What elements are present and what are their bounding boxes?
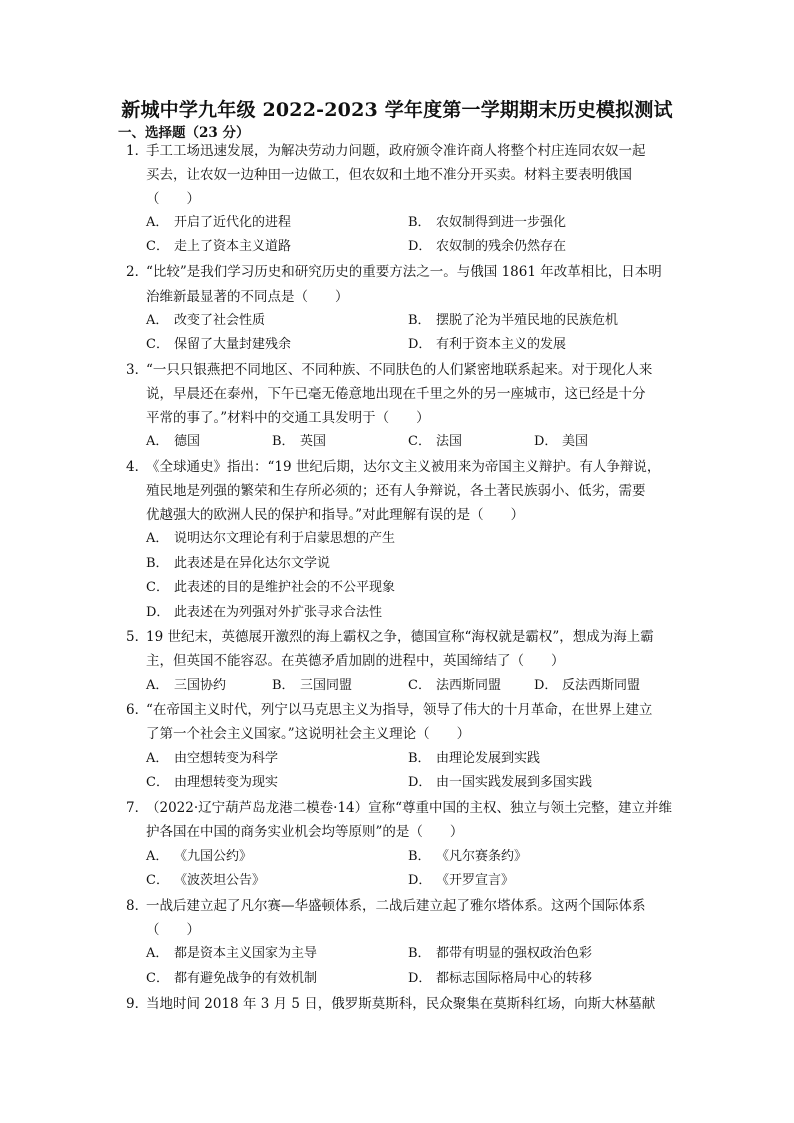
option-text: 《凡尔赛条约》 [436,849,528,864]
option-label: B． [146,556,169,571]
option-text: 保留了大量封建残余 [174,337,292,352]
question-text-line: 主，但英国不能容忍。在英德矛盾加剧的进程中，英国缔结了（ ） [146,653,565,669]
option-label: D． [408,971,432,986]
option-text: 改变了社会性质 [174,313,266,328]
option-label: D． [408,239,432,254]
question-text-line: “在帝国主义时代，列宁以马克思主义为指导，领导了伟大的十月革命，在世界上建立 [146,702,653,718]
option-text: 说明达尔文理论有利于启蒙思想的产生 [174,531,396,546]
question-text-line: “一只只银燕把不同地区、不同种族、不同肤色的人们紧密地联系起来。对于现化人来 [146,362,653,378]
option-c[interactable] [146,771,278,795]
option-a[interactable] [146,942,317,966]
question-text-line: 19 世纪末，英德展开激烈的海上霸权之争，德国宣称“海权就是霸权”，想成为海上霸 [146,629,654,645]
option-label: C． [146,775,169,790]
question-number: 6． [126,702,149,718]
question-text-line: 优越强大的欧洲人民的保护和指导。”对此理解有误的是（ ） [146,507,525,523]
option-label: D． [408,873,432,888]
option-c[interactable] [408,430,462,454]
option-c[interactable] [146,235,291,259]
option-label: B． [408,849,431,864]
option-d[interactable] [408,869,514,893]
question-text-line: 一战后建立起了凡尔赛—华盛顿体系，二战后建立起了雅尔塔体系。这两个国际体系 [146,898,646,914]
question-number: 7． [126,800,149,816]
option-d[interactable] [408,771,592,795]
option-label: C． [408,434,431,449]
question-text-line: 治维新最显著的不同点是（ ） [146,289,349,305]
option-text: 由空想转变为科学 [174,751,279,766]
option-d[interactable] [408,235,566,259]
option-b[interactable] [408,211,566,235]
option-text: 德国 [174,434,201,449]
option-b[interactable] [408,942,592,966]
option-text: 有利于资本主义的发展 [436,337,567,352]
question-text-line: 《全球通史》指出：“19 世纪后期，达尔文主义被用来为帝国主义辩护。有人争辩说， [146,459,661,475]
option-text: 都带有明显的强权政治色彩 [436,946,593,961]
question-number: 5． [126,629,149,645]
option-label: D． [146,605,170,620]
option-a[interactable] [146,211,291,235]
option-label: C． [146,873,169,888]
option-text: 《九国公约》 [174,849,253,864]
option-b[interactable] [272,430,326,454]
question-text-line: 手工工场迅速发展，为解决劳动力问题，政府颁令准许商人将整个村庄连同农奴一起 [146,143,646,159]
question-number: 9． [126,996,149,1012]
option-b[interactable] [146,552,330,576]
option-label: B． [408,751,431,766]
option-d[interactable] [146,601,382,625]
option-text: 美国 [562,434,589,449]
option-text: 《开罗宣言》 [436,873,515,888]
question-text-line: 护各国在中国的商务实业机会均等原则”的是（ ） [146,824,464,840]
option-d[interactable] [534,430,588,454]
option-text: 由理论发展到实践 [436,751,541,766]
option-c[interactable] [146,869,265,893]
question-number: 3． [126,362,149,378]
option-a[interactable] [146,430,200,454]
question-number: 8． [126,898,149,914]
option-label: B． [408,946,431,961]
option-text: 反法西斯同盟 [562,678,641,693]
question-text-line: 当地时间 2018 年 3 月 5 日，俄罗斯莫斯科，民众聚集在莫斯科红场，向斯大林墓献 [146,996,656,1012]
question-text-line: 殖民地是列强的繁荣和生存所必须的；还有人争辩说，各土著民族弱小、低劣，需要 [146,483,646,499]
option-text: 此表述是在异化达尔文学说 [174,556,331,571]
option-text: 由一国实践发展到多国实践 [436,775,593,790]
option-text: 农奴制得到进一步强化 [436,215,567,230]
question-text-line: “比较”是我们学习历史和研究历史的重要方法之一。与俄国 1861 年改革相比，日本明 [146,264,662,280]
option-b[interactable] [408,845,527,869]
option-label: D． [408,775,432,790]
option-text: 摆脱了沦为半殖民地的民族危机 [436,313,619,328]
option-text: 此表述的目的是维护社会的不公平现象 [174,580,396,595]
question-text-line: 了第一个社会主义国家。”这说明社会主义理论（ ） [146,726,471,742]
option-a[interactable] [146,674,226,698]
option-a[interactable] [146,747,278,771]
question-text-line: 平常的事了。”材料中的交通工具发明于（ ） [146,410,430,426]
option-label: C． [146,239,169,254]
option-text: 三国同盟 [300,678,353,693]
option-text: 开启了近代化的进程 [174,215,292,230]
option-text: 都标志国际格局中心的转移 [436,971,593,986]
option-label: A． [146,434,169,449]
option-label: B． [272,434,295,449]
option-label: B． [272,678,295,693]
option-label: D． [534,434,558,449]
question-text-line: 说，早晨还在泰州，下午已毫无倦意地出现在千里之外的另一座城市，这已经是十分 [146,386,646,402]
option-text: 法国 [436,434,463,449]
option-a[interactable] [146,309,265,333]
question-text-line: （ ） [146,191,200,207]
option-label: C． [146,337,169,352]
option-c[interactable] [146,576,395,600]
option-text: 由理想转变为现实 [174,775,279,790]
option-label: B． [408,313,431,328]
option-label: A． [146,751,169,766]
option-label: C． [146,971,169,986]
option-b[interactable] [272,674,352,698]
question-text-line: （2022·辽宁葫芦岛龙港二模卷·14）宣称“尊重中国的主权、独立与领土完整，建立并维 [146,800,673,816]
option-text: 三国协约 [174,678,227,693]
option-label: C． [408,678,431,693]
option-c[interactable] [408,674,501,698]
exam-title: 新城中学九年级 2022-2023 学年度第一学期期末历史模拟测试 [121,99,673,121]
option-d[interactable] [408,967,592,991]
section-heading: 一、选择题（23 分） [118,125,250,141]
option-label: A． [146,215,169,230]
option-text: 《波茨坦公告》 [174,873,266,888]
option-label: B． [408,215,431,230]
option-label: C． [146,580,169,595]
option-text: 法西斯同盟 [436,678,502,693]
option-c[interactable] [146,333,291,357]
option-text: 此表述在为列强对外扩张寻求合法性 [174,605,383,620]
question-text-line: 买去，让农奴一边种田一边做工，但农奴和土地不准分开买卖。材料主要表明俄国 [146,167,632,183]
option-text: 农奴制的残余仍然存在 [436,239,567,254]
option-text: 走上了资本主义道路 [174,239,292,254]
option-a[interactable] [146,845,252,869]
option-d[interactable] [408,333,566,357]
option-label: A． [146,849,169,864]
question-text-line: （ ） [146,922,200,938]
question-number: 4． [126,459,149,475]
option-label: D． [408,337,432,352]
option-d[interactable] [534,674,640,698]
question-number: 1． [126,143,149,159]
option-label: A． [146,946,169,961]
option-label: A． [146,531,169,546]
option-b[interactable] [408,309,618,333]
question-number: 2． [126,264,149,280]
option-label: A． [146,678,169,693]
option-label: D． [534,678,558,693]
option-text: 都是资本主义国家为主导 [174,946,318,961]
option-b[interactable] [408,747,540,771]
option-c[interactable] [146,967,317,991]
option-a[interactable] [146,527,395,551]
option-label: A． [146,313,169,328]
option-text: 英国 [300,434,327,449]
option-text: 都有避免战争的有效机制 [174,971,318,986]
